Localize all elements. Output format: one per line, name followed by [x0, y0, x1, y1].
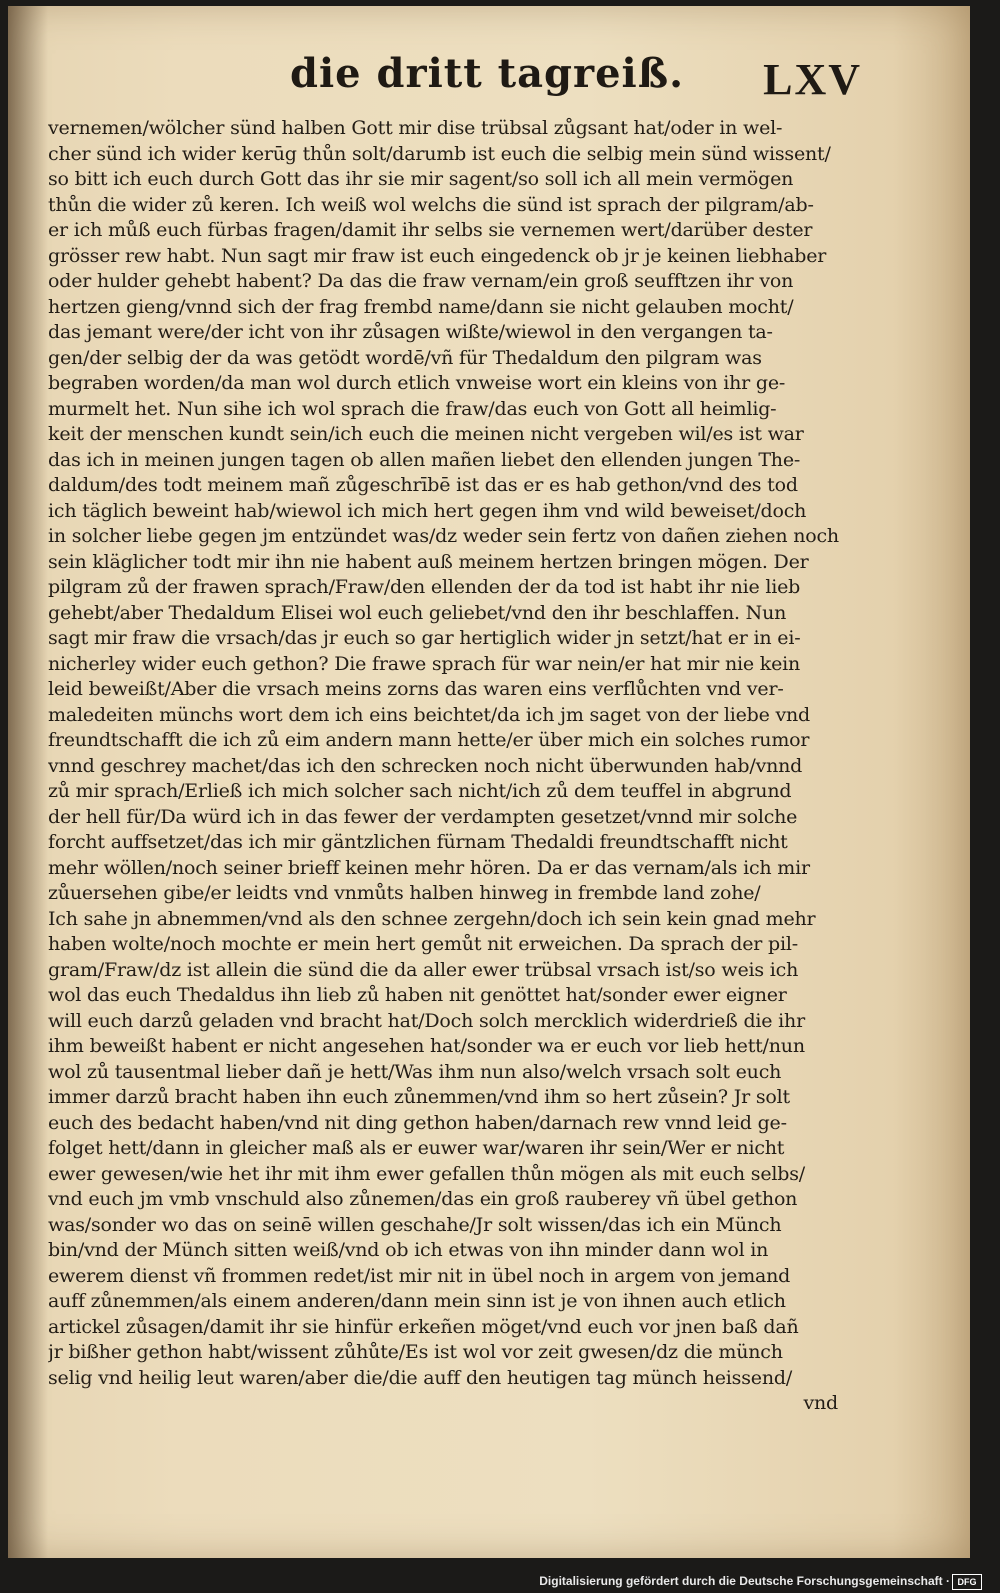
- text-line: murmelt het. Nun sihe ich wol sprach die fraw/das euch von Gott all heimlig-: [48, 397, 777, 420]
- text-line: thůn die wider zů keren. Ich weiß wol welchs die sünd ist sprach der pilgram/ab-: [48, 193, 814, 216]
- book-page: [8, 6, 970, 1558]
- main-text-block: [48, 116, 888, 1417]
- text-line: in solcher liebe gegen jm entzündet was/dz weder sein fertz von dañen ziehen noch: [48, 525, 839, 547]
- text-line: ewer gewesen/wie het ihr mit ihm ewer gefallen thůn mögen als mit euch selbs/: [48, 1162, 805, 1185]
- text-line: immer darzů bracht haben ihn euch zůnemmen/vnd ihm so hert zůsein? Jr solt: [48, 1086, 790, 1108]
- binding-shadow: [8, 6, 48, 1558]
- text-line: Ich sahe jn abnemmen/vnd als den schnee zergehn/doch ich sein kein gnad mehr: [48, 907, 816, 930]
- text-line: ich täglich beweint hab/wiewol ich mich hert gegen ihm vnd wild beweiset/doch: [48, 499, 807, 522]
- folio-number: LXV: [763, 55, 862, 104]
- text-line: will euch darzů geladen vnd bracht hat/Doch solch mercklich widerdrieß die ihr: [48, 1009, 805, 1032]
- text-line: oder hulder gehebt habent? Da das die fraw vernam/ein groß seufftzen ihr von: [48, 270, 794, 292]
- catchword: vnd: [803, 1392, 838, 1414]
- text-line: bin/vnd der Münch sitten weiß/vnd ob ich etwas von ihn minder dann wol in: [48, 1239, 769, 1261]
- text-line: was/sonder wo das on seinē willen geschahe/Jr solt wissen/das ich ein Münch: [48, 1213, 782, 1236]
- text-line: mehr wöllen/noch seiner brieff keinen mehr hören. Da er das vernam/als ich mir: [48, 856, 810, 879]
- text-line: sagt mir fraw die vrsach/das jr euch so gar hertiglich wider jn setzt/hat er in ei-: [48, 627, 801, 649]
- text-line: zů mir sprach/Erließ ich mich solcher sach nicht/ich zů dem teuffel in abgrund: [48, 780, 792, 802]
- text-line: wol zů tausentmal lieber dañ je hett/Was ihm nun also/welch vrsach solt euch: [48, 1060, 782, 1083]
- text-line: grösser rew habt. Nun sagt mir fraw ist euch eingedenck ob jr je keinen liebhaber: [48, 244, 827, 267]
- text-line: haben wolte/noch mochte er mein hert gemůt nit erweichen. Da sprach der pil-: [48, 933, 798, 955]
- text-line: leid beweißt/Aber die vrsach meins zorns das waren eins verflůchten vnd ver-: [48, 678, 784, 700]
- text-line: nicherley wider euch gethon? Die frawe sprach für war nein/er hat mir nie kein: [48, 652, 801, 675]
- running-title: die dritt tagreiß.: [290, 50, 685, 97]
- text-line: ihm beweißt habent er nicht angesehen hat/sonder wa er euch vor lieb hett/nun: [48, 1035, 805, 1057]
- text-line: forcht auffsetzet/das ich mir gäntzlichen fürnam Thedaldi freundtschafft nicht: [48, 831, 788, 853]
- text-line: jr bißher gethon habt/wissent zůhůte/Es ist wol vor zeit gwesen/dz die münch: [48, 1341, 783, 1363]
- text-line: gram/Fraw/dz ist allein die sünd die da aller ewer trübsal vrsach ist/so weis ich: [48, 958, 799, 981]
- text-line: der hell für/Da würd ich in das fewer der verdampten gesetzet/vnnd mir solche: [48, 805, 798, 828]
- dfg-logo-icon: DFG: [952, 1574, 982, 1590]
- footer-credit: Digitalisierung gefördert durch die Deutsche Forschungsgemeinschaft ·: [539, 1574, 950, 1588]
- text-line: selig vnd heilig leut waren/aber die/die auff den heutigen tag münch heissend/: [48, 1366, 793, 1389]
- text-line: daldum/des todt meinem mañ zůgeschrībē ist das er es hab gethon/vnd des tod: [48, 474, 798, 496]
- text-line: hertzen gieng/vnnd sich der frag frembd name/dann sie nicht gelauben mocht/: [48, 295, 794, 318]
- text-line: das ich in meinen jungen tagen ob allen mañen liebet den ellenden jungen The-: [48, 448, 801, 471]
- text-line: sein kläglicher todt mir ihn nie habent auß meinem hertzen bringen mögen. Der: [48, 550, 809, 573]
- text-line: gehebt/aber Thedaldum Elisei wol euch geliebet/vnd den ihr beschlaffen. Nun: [48, 601, 787, 624]
- text-line: auff zůnemmen/als einem anderen/dann mein sinn ist je von ihnen auch etlich: [48, 1290, 786, 1312]
- text-line: keit der menschen kundt sein/ich euch die meinen nicht vergeben wil/es ist war: [48, 423, 804, 445]
- text-line: so bitt ich euch durch Gott das ihr sie mir sagent/so soll ich all mein vermögen: [48, 168, 794, 190]
- text-line: pilgram zů der frawen sprach/Fraw/den ellenden der da tod ist habt ihr nie lieb: [48, 576, 801, 598]
- text-line: er ich můß euch fürbas fragen/damit ihr selbs sie vernemen wert/darüber dester: [48, 219, 813, 241]
- text-line: ewerem dienst vñ frommen redet/ist mir nit in übel noch in argem von jemand: [48, 1264, 791, 1287]
- text-line: zůuersehen gibe/er leidts vnd vnmůts halben hinweg in frembde land zohe/: [48, 882, 761, 904]
- text-line: wol das euch Thedaldus ihn lieb zů haben nit genöttet hat/sonder ewer eigner: [48, 984, 787, 1006]
- text-line: freundtschafft die ich zů eim andern mann hette/er über mich ein solches rumor: [48, 729, 810, 751]
- text-line: gen/der selbig der da was getödt wordē/vñ für Thedaldum den pilgram was: [48, 346, 762, 369]
- text-line: vernemen/wölcher sünd halben Gott mir dise trübsal zůgsant hat/oder in wel-: [48, 117, 783, 139]
- text-line: euch des bedacht haben/vnd nit ding gethon haben/darnach rew vnnd leid ge-: [48, 1111, 787, 1134]
- text-line: folget hett/dann in gleicher maß als er euwer war/waren ihr sein/Wer er nicht: [48, 1137, 785, 1159]
- text-line: vnd euch jm vmb vnschuld also zůnemen/das ein groß rauberey vñ übel gethon: [48, 1188, 798, 1210]
- text-line: begraben worden/da man wol durch etlich vnweise wort ein kleins von ihr ge-: [48, 372, 786, 394]
- text-line: artickel zůsagen/damit ihr sie hinfür erkeñen möget/vnd euch vor jnen baß dañ: [48, 1315, 799, 1338]
- text-line: vnnd geschrey machet/das ich den schrecken noch nicht überwunden hab/vnnd: [48, 754, 803, 777]
- text-line: maledeiten münchs wort dem ich eins beichtet/da ich jm saget von der liebe vnd: [48, 703, 810, 726]
- text-line: cher sünd ich wider kerūg thůn solt/darumb ist euch die selbig mein sünd wissent/: [48, 142, 831, 165]
- text-line: das jemant were/der icht von ihr zůsagen wißte/wiewol in den vergangen ta-: [48, 321, 773, 343]
